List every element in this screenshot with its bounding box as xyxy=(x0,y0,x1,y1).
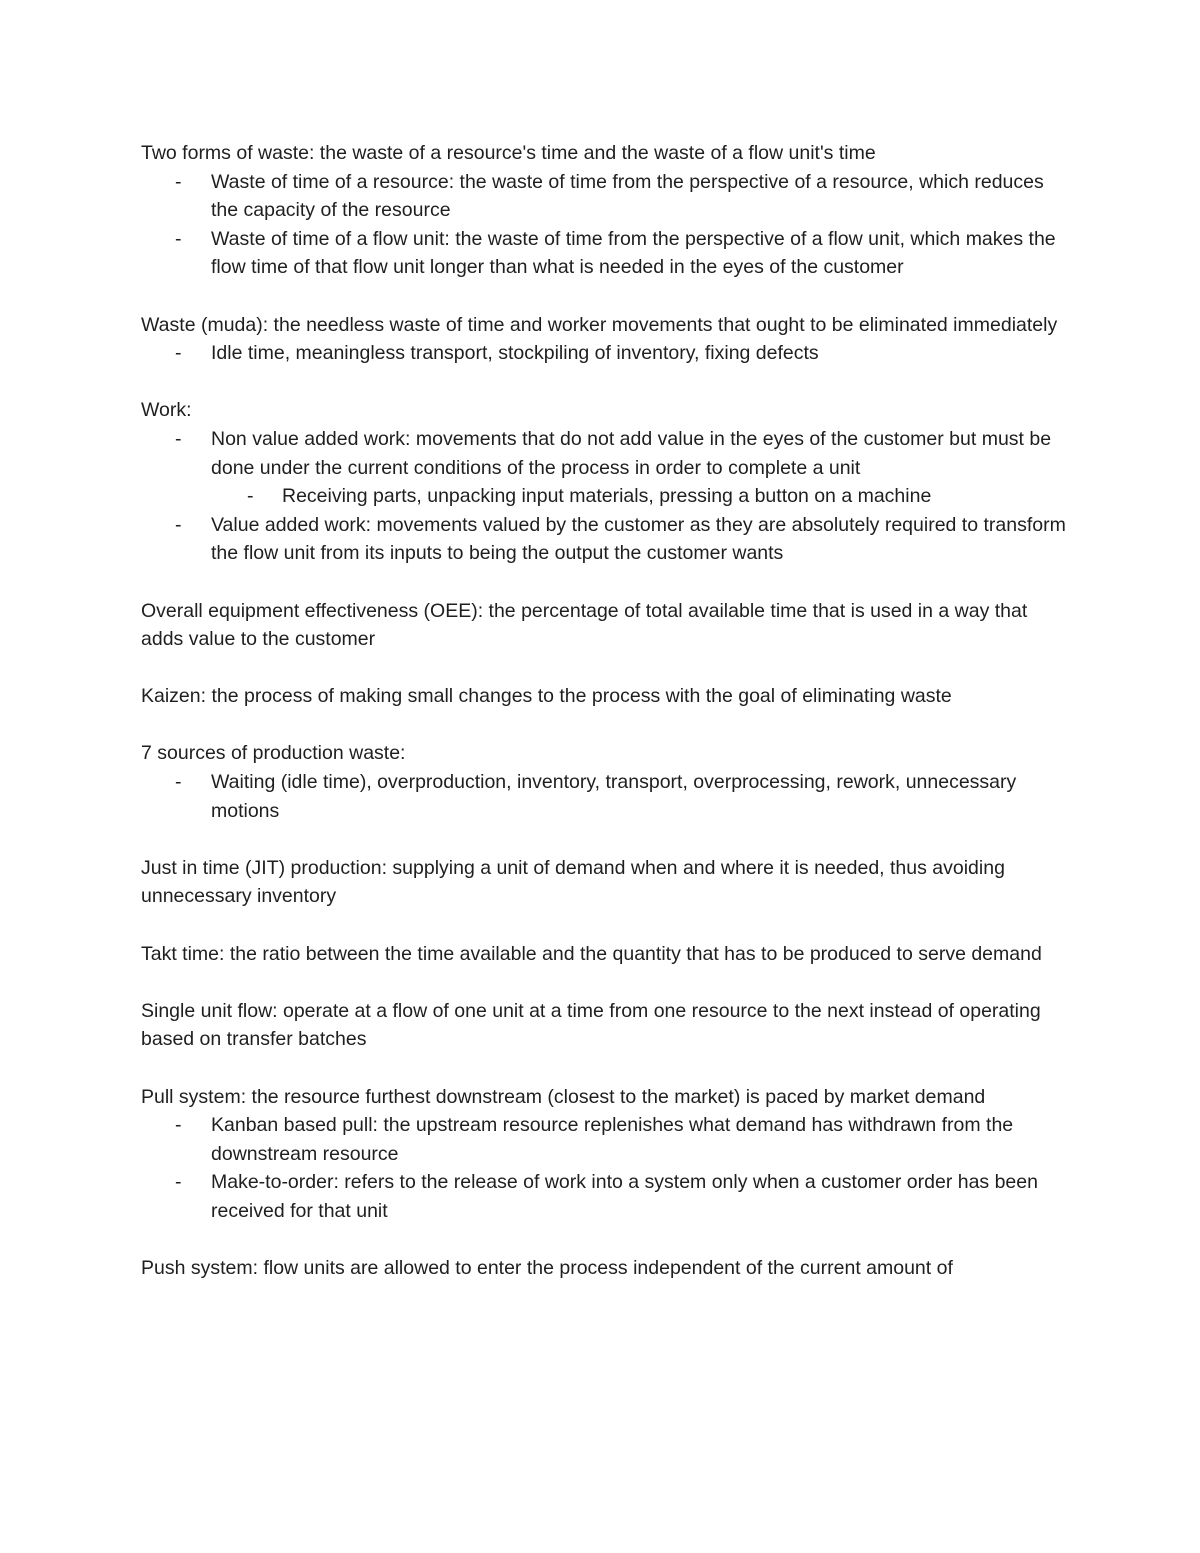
bullet-dash-icon: - xyxy=(175,227,182,250)
list-item-text: Make-to-order: refers to the release of work into a system only when a customer order has been received for that unit xyxy=(211,1171,1038,1222)
list-item xyxy=(141,1168,1071,1225)
list-item-text: Waste of time of a flow unit: the waste of time from the perspective of a flow unit, which makes the flow time of that flow unit longer than what is needed in the eyes of the customer xyxy=(211,227,1056,279)
list-item-text: Kanban based pull: the upstream resource replenishes what demand has withdrawn from the downstream resource xyxy=(211,1114,1014,1165)
bullet-dash-icon: - xyxy=(247,485,254,508)
paragraph-spacer xyxy=(141,282,1071,311)
paragraph: Waste (muda): the needless waste of time and worker movements that ought to be eliminated immediately xyxy=(141,313,1058,336)
document-body xyxy=(141,139,1071,1283)
paragraph: Two forms of waste: the waste of a resource's time and the waste of a flow unit's time xyxy=(141,142,876,164)
list-item-text: Receiving parts, unpacking input materials, pressing a button on a machine xyxy=(282,485,932,508)
sub-list-item xyxy=(141,482,1071,511)
list-item xyxy=(141,511,1071,568)
paragraph-spacer xyxy=(141,968,1071,997)
paragraph: Overall equipment effectiveness (OEE): the percentage of total available time that is used in a way that adds value to the customer xyxy=(141,599,1028,651)
list-item-text: Value added work: movements valued by the customer as they are absolutely required to transform the flow unit from its inputs to being the output the customer wants xyxy=(211,513,1066,565)
paragraph-spacer xyxy=(141,911,1071,940)
paragraph: Kaizen: the process of making small changes to the process with the goal of eliminating waste xyxy=(141,685,952,708)
paragraph-spacer xyxy=(141,1226,1071,1255)
paragraph: Just in time (JIT) production: supplying a unit of demand when and where it is needed, thus avoiding unnecessary inventory xyxy=(141,856,1005,908)
list-item-text: Idle time, meaningless transport, stockpiling of inventory, fixing defects xyxy=(211,342,819,365)
list-item-text: Waiting (idle time), overproduction, inventory, transport, overprocessing, rework, unnecessary motions xyxy=(211,771,1017,822)
bullet-dash-icon: - xyxy=(175,170,182,193)
list-item xyxy=(141,768,1071,825)
list-item xyxy=(141,1111,1071,1168)
paragraph: Single unit flow: operate at a flow of one unit at a time from one resource to the next instead of operating based on transfer batches xyxy=(141,999,1041,1051)
bullet-dash-icon: - xyxy=(175,1114,182,1137)
list-item xyxy=(141,339,1071,368)
bullet-dash-icon: - xyxy=(175,513,182,536)
list-item-text: Non value added work: movements that do not add value in the eyes of the customer but must be done under the current conditions of the process in order to complete a unit xyxy=(211,427,1052,479)
list-item xyxy=(141,425,1071,482)
paragraph: Work: xyxy=(141,399,192,422)
list-item-text: Waste of time of a resource: the waste of time from the perspective of a resource, which reduces the capacity of the resource xyxy=(211,170,1044,222)
paragraph-spacer xyxy=(141,654,1071,683)
paragraph: Push system: flow units are allowed to enter the process independent of the current amount of xyxy=(141,1257,953,1280)
bullet-dash-icon: - xyxy=(175,427,182,450)
bullet-dash-icon: - xyxy=(175,342,182,365)
paragraph-spacer xyxy=(141,368,1071,397)
bullet-dash-icon: - xyxy=(175,1171,182,1194)
paragraph: Pull system: the resource furthest downstream (closest to the market) is paced by market demand xyxy=(141,1085,986,1108)
list-item xyxy=(141,168,1071,225)
paragraph-spacer xyxy=(141,1054,1071,1083)
paragraph-spacer xyxy=(141,825,1071,854)
list-item xyxy=(141,225,1071,282)
bullet-dash-icon: - xyxy=(175,771,182,794)
paragraph-spacer xyxy=(141,568,1071,597)
paragraph: Takt time: the ratio between the time available and the quantity that has to be produced to serve demand xyxy=(141,942,1042,965)
paragraph-spacer xyxy=(141,711,1071,740)
paragraph: 7 sources of production waste: xyxy=(141,742,406,765)
